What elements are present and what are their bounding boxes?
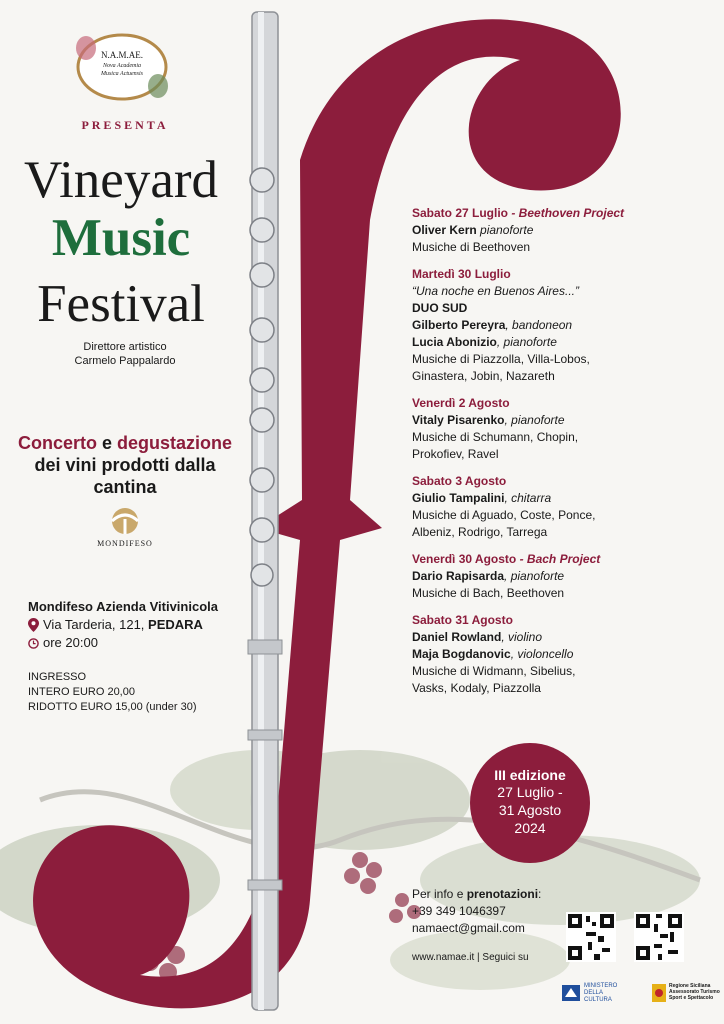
artistic-director <box>40 340 210 368</box>
info-bold: prenotazioni <box>466 887 539 901</box>
region-line3: Sport e Spettacolo <box>669 995 714 1001</box>
clock-icon <box>28 638 39 649</box>
ticket-prices <box>28 670 197 715</box>
event-line <box>412 429 712 446</box>
flute-illustration <box>248 12 282 1010</box>
event-date-text: Sabato 3 Agosto <box>412 474 507 488</box>
edition-from: 27 Luglio - <box>497 784 563 800</box>
performer-name: DUO SUD <box>412 301 468 315</box>
venue-address <box>28 616 218 634</box>
event-date-text: Martedì 30 Luglio <box>412 267 511 281</box>
event-date <box>412 205 712 222</box>
event-line <box>412 507 712 524</box>
festival-title-line1: Vineyard <box>23 151 218 209</box>
venue-time <box>28 634 218 652</box>
program-text: Musiche di Widmann, Sibelius, <box>412 664 576 678</box>
events-program <box>412 205 712 707</box>
program-text: Musiche di Bach, Beethoven <box>412 586 565 600</box>
ministry-line2: DELLA <box>584 990 604 996</box>
venue-info <box>28 598 218 652</box>
contact-info <box>412 886 541 937</box>
info-prefix: Per info e <box>412 887 467 901</box>
event-line <box>412 585 712 602</box>
region-emblem-icon <box>652 984 666 1002</box>
logo-title: N.A.M.AE. <box>101 50 143 60</box>
qr-code-icon[interactable] <box>566 912 616 962</box>
event-date <box>412 612 712 629</box>
edition-to: 31 Agosto <box>498 802 562 818</box>
event-date-text: Sabato 31 Agosto <box>412 613 513 627</box>
event-line <box>412 680 712 697</box>
edition-badge <box>470 743 590 863</box>
event-date-text: Venerdì 30 Agosto <box>412 552 517 566</box>
tasting-description <box>5 432 245 498</box>
event-date <box>412 551 712 568</box>
event-entry <box>412 612 712 697</box>
edition-year: 2024 <box>514 820 546 836</box>
event-date-text: Sabato 27 Luglio <box>412 206 509 220</box>
event-date-text: Venerdì 2 Agosto <box>412 396 510 410</box>
event-project: - Beethoven Project <box>508 206 625 220</box>
event-line <box>412 412 712 429</box>
program-text: Musiche di Beethoven <box>412 240 531 254</box>
event-project: - Bach Project <box>516 552 601 566</box>
event-line <box>412 351 712 368</box>
performer-instrument: , violoncello <box>510 647 574 661</box>
phone-number[interactable]: +39 349 1046397 <box>412 904 506 918</box>
event-line <box>412 317 712 334</box>
region-line1: Regione Siciliana <box>669 983 711 989</box>
program-text: Vasks, Kodaly, Piazzolla <box>412 681 541 695</box>
performer-name: Maja Bogdanovic <box>412 647 511 661</box>
event-line <box>412 300 712 317</box>
performer-instrument: pianoforte <box>476 223 534 237</box>
ministry-emblem-icon <box>562 985 580 1001</box>
event-line <box>412 524 712 541</box>
event-line <box>412 490 712 507</box>
event-entry <box>412 205 712 256</box>
event-line <box>412 222 712 239</box>
performer-name: Gilberto Pereyra <box>412 318 506 332</box>
performer-instrument: , violino <box>501 630 543 644</box>
event-subtitle: “Una noche en Buenos Aires...” <box>412 284 579 298</box>
event-line <box>412 334 712 351</box>
venue-name: Mondifeso Azienda Vitivinicola <box>28 599 218 614</box>
event-line <box>412 646 712 663</box>
event-line <box>412 239 712 256</box>
event-entry <box>412 473 712 541</box>
logo-subtitle-2: Musica Actuensis <box>100 71 144 77</box>
tasting-line3: cantina <box>93 477 157 497</box>
info-suffix: : <box>538 887 542 901</box>
event-entry <box>412 551 712 602</box>
address-street: Via Tarderia, 121, <box>43 617 149 632</box>
degustazione-word: degustazione <box>117 433 233 453</box>
program-text: Ginastera, Jobin, Nazareth <box>412 369 555 383</box>
ministry-line1: MINISTERO <box>584 983 618 989</box>
performer-instrument: , pianoforte <box>504 569 565 583</box>
event-date <box>412 395 712 412</box>
concerto-word: Concerto <box>17 433 97 453</box>
performer-name: Oliver Kern <box>412 223 477 237</box>
event-date <box>412 266 712 283</box>
ticket-reduced-price: RIDOTTO EURO 15,00 (under 30) <box>28 701 197 713</box>
logo-subtitle-1: Nova Academia <box>102 63 142 69</box>
festival-title-line3: Festival <box>37 275 205 333</box>
performer-instrument: , chitarra <box>504 491 552 505</box>
mondifeso-logo-icon <box>100 505 150 541</box>
program-text: Prokofiev, Ravel <box>412 447 499 461</box>
website-link[interactable]: www.namae.it | Seguici su <box>412 952 529 963</box>
region-line2: Assessorato Turismo <box>669 989 720 995</box>
program-text: Albeniz, Rodrigo, Tarrega <box>412 525 548 539</box>
performer-name: Lucia Abonizio <box>412 335 497 349</box>
performer-instrument: , bandoneon <box>505 318 573 332</box>
address-city: PEDARA <box>148 617 203 632</box>
region-logo <box>652 983 722 1003</box>
event-line <box>412 368 712 385</box>
performer-instrument: , pianoforte <box>504 413 565 427</box>
program-text: Musiche di Schumann, Chopin, <box>412 430 579 444</box>
event-line <box>412 568 712 585</box>
qr-code-icon[interactable] <box>634 912 684 962</box>
director-name: Carmelo Pappalardo <box>74 355 176 367</box>
director-label: Direttore artistico <box>83 341 167 353</box>
event-line <box>412 629 712 646</box>
ministry-line3: CULTURA <box>584 997 612 1003</box>
email-address[interactable]: namaect@gmail.com <box>412 921 525 935</box>
mondifeso-label: MONDIFESO <box>97 539 153 548</box>
map-pin-icon <box>28 618 39 632</box>
program-text: Musiche di Aguado, Coste, Ponce, <box>412 508 596 522</box>
event-line <box>412 663 712 680</box>
namae-logo <box>72 28 172 106</box>
and-word: e <box>96 433 117 453</box>
presenta-label: PRESENTA <box>81 118 169 132</box>
start-time: ore 20:00 <box>43 635 98 650</box>
tasting-line2: dei vini prodotti dalla <box>34 455 216 475</box>
ticket-label: INGRESSO <box>28 671 87 683</box>
performer-name: Dario Rapisarda <box>412 569 505 583</box>
event-entry <box>412 395 712 463</box>
performer-name: Giulio Tampalini <box>412 491 505 505</box>
ticket-full-price: INTERO EURO 20,00 <box>28 686 135 698</box>
performer-instrument: , pianoforte <box>496 335 557 349</box>
performer-name: Daniel Rowland <box>412 630 502 644</box>
performer-name: Vitaly Pisarenko <box>412 413 505 427</box>
event-date <box>412 473 712 490</box>
ministry-logo <box>562 983 642 1003</box>
festival-title-line2: Music <box>51 209 191 267</box>
edition-label: III edizione <box>494 767 566 783</box>
program-text: Musiche di Piazzolla, Villa-Lobos, <box>412 352 590 366</box>
event-line <box>412 446 712 463</box>
event-entry <box>412 266 712 385</box>
